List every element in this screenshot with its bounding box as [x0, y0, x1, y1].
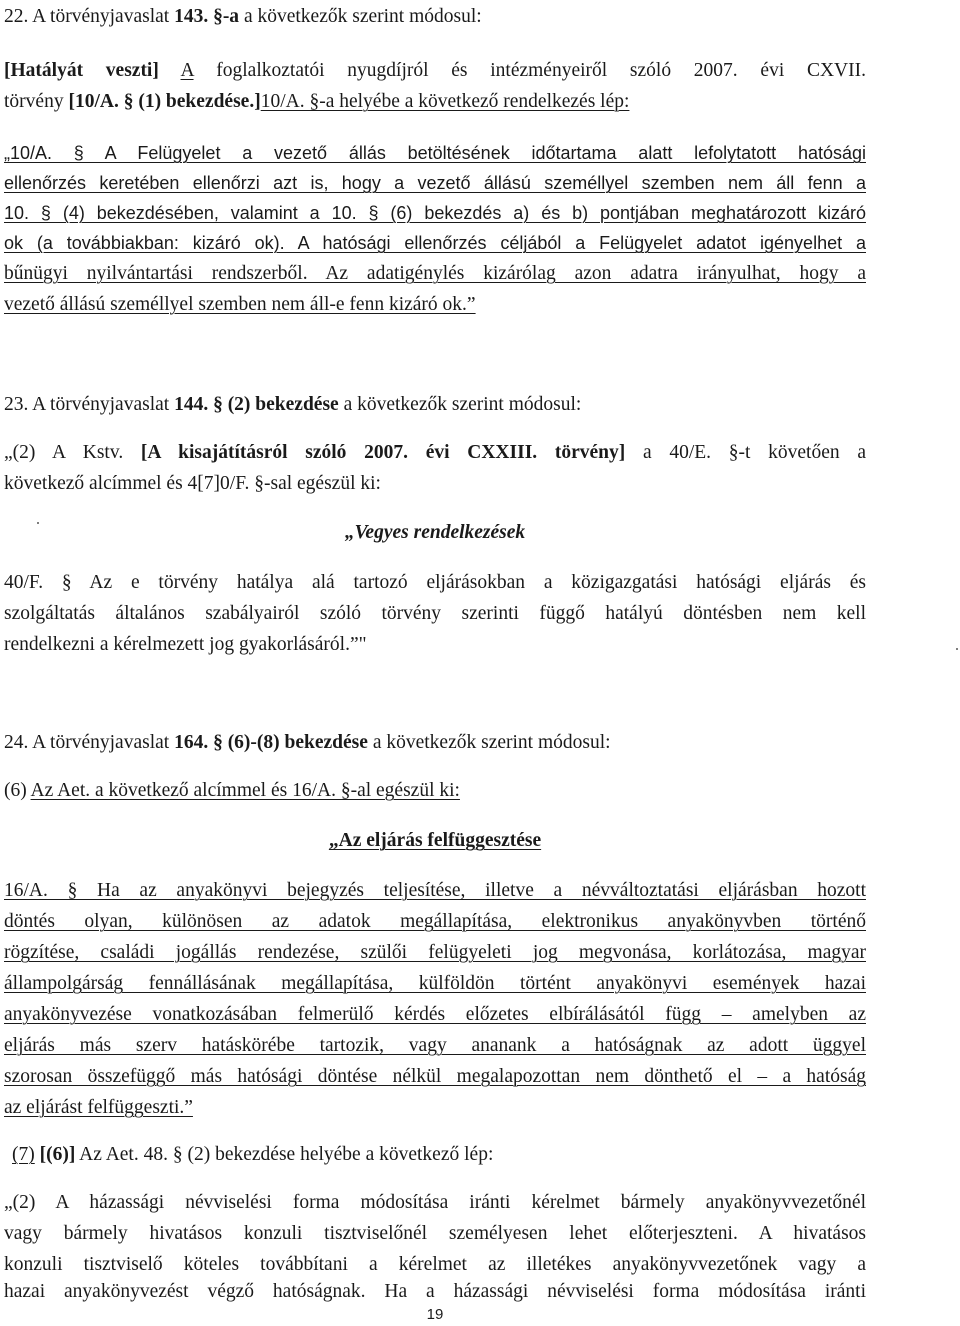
heading-text-end: a következők szerint módosul: [338, 394, 582, 415]
scan-speck [956, 648, 958, 650]
heading-bold: 143. §-a [174, 6, 240, 27]
bold-bracket: [A kisajátításról szóló 2007. évi CXXIII. törvény] [140, 442, 626, 463]
item-24-p6 [4, 778, 460, 804]
bold-bracket: [(6)] [39, 1144, 76, 1165]
bold-bracket: [10/A. § (1) bekezdése.] [68, 91, 261, 112]
item-24-para-line-8: az eljárást felfüggeszti.” [4, 1097, 193, 1118]
quote-line-1: „10/A. § A Felügyelet a vezető állás betöltésének időtartama alatt lefolytatott hatósági [4, 143, 866, 163]
item-23-para-line-3: rendelkezni a kérelmezett jog gyakorlásáról.”" [4, 634, 367, 655]
item-24-para-line-5: anyakönyvezése vonatkozásában felmerülő kérdés előzetes elbírálásától függ – amelyben az [4, 1004, 866, 1025]
item-24-subtitle [0, 828, 870, 854]
heading-text: 22. A törvényjavaslat [4, 6, 175, 27]
heading-text: 24. A törvényjavaslat [4, 732, 175, 753]
subtitle-text: „Az eljárás felfüggesztése [328, 830, 542, 851]
line-text: „(2) A Kstv. [4, 442, 141, 463]
quote-line-3: 10. § (4) bekezdésében, valamint a 10. § (6) bekezdés a) és b) pontjában meghatározott kizáró [4, 203, 866, 223]
underlined-text: Az Aet. a következő alcímmel és 16/A. §-al egészül ki: [30, 780, 460, 801]
underlined-number: (7) [12, 1144, 35, 1165]
line-text-end: a 40/E. §-t követően a [625, 442, 866, 463]
item-23-line-2: következő alcímmel és 4[7]0/F. §-sal egészül ki: [4, 473, 381, 494]
item-23-heading [4, 392, 581, 418]
heading-bold: 144. § (2) bekezdése [174, 394, 339, 415]
item-24-para-line-4: állampolgárság fennállásának megállapítása, külföldön történt anyakönyvi események hazai [4, 973, 866, 994]
item-23-para-line-2: szolgáltatás általános szabályairól szóló törvény szerinti függő hatályú döntésben nem kell [4, 603, 866, 624]
item-23-line-1 [4, 440, 866, 466]
line-text: foglalkoztatói nyugdíjról és intézményeiről szóló 2007. évi CXVII. [216, 60, 866, 81]
item-24-para-line-6: eljárás más szerv hatáskörébe tartozik, vagy ananank a hatóságnak az adott üggyel [4, 1035, 866, 1056]
heading-text-end: a következők szerint módosul: [239, 6, 482, 27]
item-24-para-line-1: 16/A. § Ha az anyakönyvi bejegyzés teljesítése, illetve a névváltoztatási eljárásban hozott [4, 880, 866, 901]
line-text: törvény [4, 91, 69, 112]
item-24-p7 [4, 1142, 493, 1168]
heading-text-end: a következők szerint módosul: [367, 732, 611, 753]
line-text: (6) [4, 780, 31, 801]
quote-line-2: ellenőrzés keretében ellenőrzi azt is, hogy a vezető állású személlyel szemben nem áll fenn a [4, 173, 866, 193]
item-24-quote-line-1: „(2) A házassági névviselési forma módosítása iránti kérelmet bármely anyakönyvvezetőnél [4, 1192, 866, 1213]
item-24-heading [4, 730, 611, 756]
bold-bracket: [Hatályát veszti] [4, 60, 159, 81]
heading-bold: 164. § (6)-(8) bekezdése [174, 732, 368, 753]
underlined-text: 10/A. §-a helyébe a következő rendelkezés lép: [260, 91, 630, 112]
page-number: 19 [426, 1306, 444, 1323]
line-text: Az Aet. 48. § (2) bekezdése helyébe a következő lép: [75, 1144, 494, 1165]
item-24-quote-line-4: hazai anyakönyvezést végző hatóságnak. Ha a házassági névviselési forma módosítása iránti [4, 1281, 866, 1302]
underlined-a: A [180, 60, 194, 81]
item-22-heading [4, 4, 482, 30]
item-24-para-line-2: döntés olyan, különösen az adatok megállapítása, elektronikus anyakönyvben történő [4, 911, 866, 932]
quote-line-6: vezető állású személlyel szemben nem áll-e fenn kizáró ok.” [4, 294, 476, 315]
quote-line-4: ok (a továbbiakban: kizáró ok). A hatósági ellenőrzés céljából a Felügyelet adatot igényelhet a [4, 233, 866, 253]
item-22-line-2 [4, 89, 629, 115]
item-24-quote-line-3: konzuli tisztviselő köteles továbbítani a kérelmet az illetékes anyakönyvvezetőnek vagy a [4, 1254, 866, 1275]
quote-line-5: bűnügyi nyilvántartási rendszerből. Az adatigénylés kizárólag azon adatra irányulhat, hogy a [4, 263, 866, 284]
item-22-line-1 [4, 58, 866, 84]
item-24-para-line-7: szorosan összefüggő más hatósági döntése nélkül megalapozottan nem dönthető el – a hatóság [4, 1066, 866, 1087]
subtitle-text: „Vegyes rendelkezések [344, 522, 526, 543]
item-23-para-line-1: 40/F. § Az e törvény hatálya alá tartozó eljárásokban a közigazgatási hatósági eljárás és [4, 572, 866, 593]
heading-text: 23. A törvényjavaslat [4, 394, 175, 415]
item-24-para-line-3: rögzítése, családi jogállás rendezése, szülői felügyeleti jog megvonása, korlátozása, magyar [4, 942, 866, 963]
item-23-subtitle [0, 520, 870, 546]
item-24-quote-line-2: vagy bármely hivatásos konzuli tisztviselőnél személyesen lehet előterjeszteni. A hivatásos [4, 1223, 866, 1244]
